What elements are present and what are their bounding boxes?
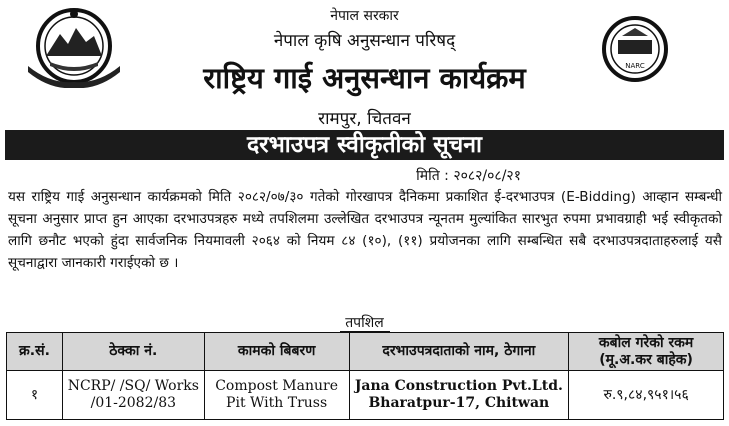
cell-amount: रु.९,८४,९५१।५६ (569, 371, 724, 420)
notice-banner: दरभाउपत्र स्वीकृतीको सूचना (5, 130, 724, 160)
cell-sn: १ (7, 371, 63, 420)
header-contract-no: ठेक्का नं. (62, 333, 204, 371)
program-title: राष्ट्रिय गाई अनुसन्धान कार्यक्रम (203, 61, 526, 95)
government-title: नेपाल सरकार (330, 8, 399, 24)
cell-bidder (349, 371, 569, 420)
header-sn: क्र.सं. (7, 333, 63, 371)
schedule-label: तपशिल (345, 315, 384, 331)
svg-text:NARC: NARC (625, 62, 645, 70)
council-title: नेपाल कृषि अनुसन्धान परिषद् (273, 31, 456, 51)
cell-description: Compost Manure Pit With Truss (204, 371, 349, 420)
bidder-address: Bharatpur-17, Chitwan (368, 395, 550, 411)
cell-contract-no: NCRP/ /SQ/ Works /01-2082/83 (62, 371, 204, 420)
award-table (6, 332, 724, 420)
table-row (7, 371, 724, 420)
header-bidder: दरभाउपत्रदाताको नाम, ठेगाना (349, 333, 569, 371)
location-text: रामपुर, चितवन (318, 109, 411, 129)
notice-date: मिति : २०८२/०८/२१ (416, 168, 521, 184)
header-amount: कबोल गरेको रकम (मू.अ.कर बाहेक) (569, 333, 724, 371)
bidder-name: Jana Construction Pvt.Ltd. (354, 378, 563, 394)
table-header-row (7, 333, 724, 371)
notice-body: यस राष्ट्रिय गाई अनुसन्धान कार्यक्रमको मिति २०८२/०७/३० गतेको गोरखापत्र दैनिकमा प्रकाशित ई-दरभाउपत्र (E-Bidding) आव्हान सम्बन्धी सूचना अनुसार प्राप्त हुन आएका दरभाउपत्रहरु मध्ये तपशिलमा उल्लेखित दरभाउपत्र न्यूनतम मुल्यांकित सारभुत रुपमा प्रभावग्राही भई स्वीकृतको लागि छनौट भएको हुंदा सार्वजनिक नियमावली २०६४ को नियम ८४ (१०), (११) प्रयोजनका लागि सम्बन्धित सबै दरभाउपत्रदाताहरुलाई यसै सूचनाद्वारा जानकारी गराईएको छ । (8, 189, 722, 271)
header-description: कामको बिबरण (204, 333, 349, 371)
